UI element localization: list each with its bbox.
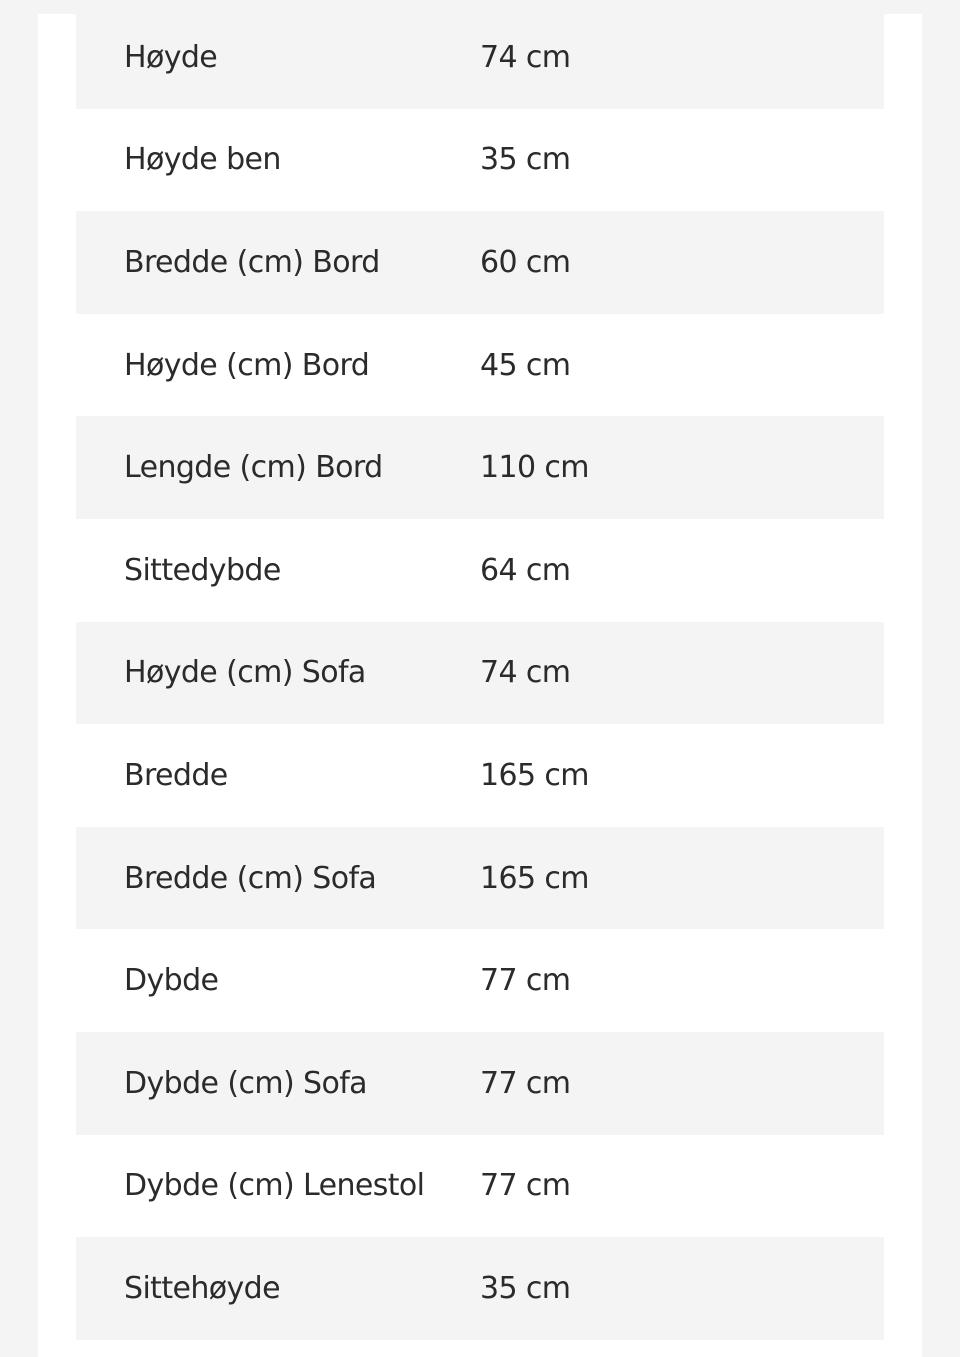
spec-value: 35 cm	[480, 142, 571, 178]
spec-label: Bredde (cm) Sofa	[124, 860, 377, 896]
spec-label: Sittedybde	[124, 552, 281, 588]
spec-row-hoyde-ben	[76, 109, 884, 212]
spec-row-dybde-lenestol	[76, 1135, 884, 1238]
spec-row-dybde-sofa	[76, 1032, 884, 1135]
spec-row-hoyde-bord	[76, 314, 884, 417]
spec-row-lengde-bord	[76, 416, 884, 519]
spec-label: Dybde	[124, 963, 219, 999]
spec-label: Dybde (cm) Lenestol	[124, 1168, 425, 1204]
spec-value: 77 cm	[480, 1065, 571, 1101]
spec-value: 35 cm	[480, 1270, 571, 1306]
spec-row-dybde	[76, 929, 884, 1032]
spec-label: Høyde (cm) Sofa	[124, 655, 366, 691]
product-specs-card	[38, 14, 922, 1357]
spec-label: Bredde (cm) Bord	[124, 244, 380, 280]
spec-row-hoyde-sofa	[76, 622, 884, 725]
spec-value: 74 cm	[480, 655, 571, 691]
specs-table	[76, 6, 884, 1340]
spec-value: 77 cm	[480, 1168, 571, 1204]
spec-value: 45 cm	[480, 347, 571, 383]
spec-label: Høyde ben	[124, 142, 281, 178]
spec-label: Dybde (cm) Sofa	[124, 1065, 367, 1101]
spec-label: Høyde (cm) Bord	[124, 347, 370, 383]
spec-row-bredde-bord	[76, 211, 884, 314]
spec-value: 64 cm	[480, 552, 571, 588]
spec-row-bredde-sofa	[76, 827, 884, 930]
spec-value: 60 cm	[480, 244, 571, 280]
spec-row-bredde	[76, 724, 884, 827]
spec-row-sittehoyde	[76, 1237, 884, 1340]
spec-label: Lengde (cm) Bord	[124, 450, 383, 486]
spec-label: Bredde	[124, 757, 228, 793]
spec-label: Høyde	[124, 39, 218, 75]
spec-value: 77 cm	[480, 963, 571, 999]
spec-row-sittedybde	[76, 519, 884, 622]
spec-value: 110 cm	[480, 450, 589, 486]
spec-value: 165 cm	[480, 860, 589, 896]
spec-label: Sittehøyde	[124, 1270, 280, 1306]
spec-value: 165 cm	[480, 757, 589, 793]
spec-value: 74 cm	[480, 39, 571, 75]
spec-row-hoyde	[76, 6, 884, 109]
